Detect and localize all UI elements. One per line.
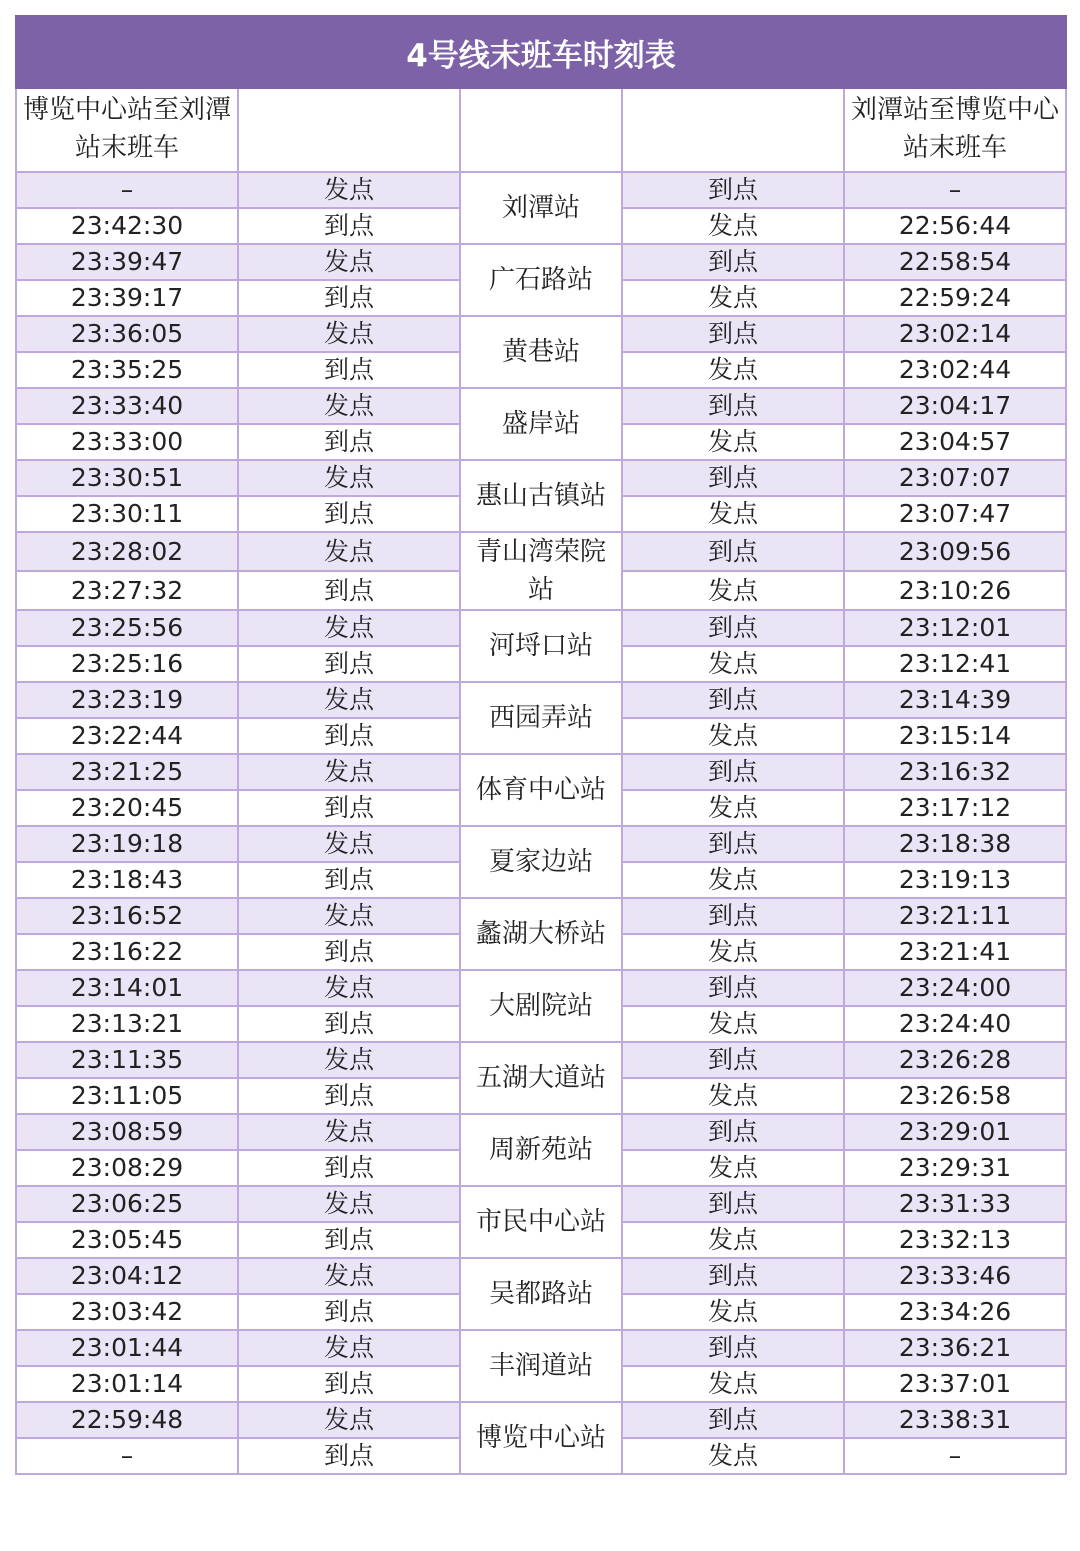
- left-type-cell: 到点: [238, 1150, 460, 1186]
- right-time-cell: 23:14:39: [844, 682, 1066, 718]
- page-title: 4号线末班车时刻表: [16, 16, 1066, 88]
- left-time-cell: 23:16:22: [16, 934, 238, 970]
- left-type-cell: 到点: [238, 352, 460, 388]
- right-time-cell: 23:32:13: [844, 1222, 1066, 1258]
- left-time-cell: 23:25:56: [16, 610, 238, 646]
- left-type-cell: 发点: [238, 682, 460, 718]
- table-row: [16, 532, 1066, 571]
- right-type-cell: 到点: [622, 1402, 844, 1438]
- station-name-cell: 周新苑站: [460, 1114, 622, 1186]
- left-time-cell: 23:11:35: [16, 1042, 238, 1078]
- empty-header-cell: [238, 88, 460, 172]
- right-type-cell: 发点: [622, 280, 844, 316]
- left-time-cell: 23:08:59: [16, 1114, 238, 1150]
- station-name-cell: 盛岸站: [460, 388, 622, 460]
- right-time-cell: 23:02:14: [844, 316, 1066, 352]
- right-type-cell: 到点: [622, 1258, 844, 1294]
- left-type-cell: 发点: [238, 460, 460, 496]
- left-time-cell: 23:01:44: [16, 1330, 238, 1366]
- right-time-cell: 23:15:14: [844, 718, 1066, 754]
- right-time-cell: 23:19:13: [844, 862, 1066, 898]
- right-type-cell: 发点: [622, 1078, 844, 1114]
- left-time-cell: 23:13:21: [16, 1006, 238, 1042]
- right-type-cell: 到点: [622, 388, 844, 424]
- table-row: [16, 682, 1066, 718]
- station-name-cell: 丰润道站: [460, 1330, 622, 1402]
- table-row: [16, 388, 1066, 424]
- left-type-cell: 发点: [238, 898, 460, 934]
- right-time-cell: 23:04:57: [844, 424, 1066, 460]
- table-row: [16, 172, 1066, 208]
- left-time-cell: 23:36:05: [16, 316, 238, 352]
- right-type-cell: 发点: [622, 790, 844, 826]
- left-type-cell: 发点: [238, 1258, 460, 1294]
- station-name-cell: 惠山古镇站: [460, 460, 622, 532]
- right-type-cell: 发点: [622, 646, 844, 682]
- station-name-cell: 刘潭站: [460, 172, 622, 244]
- left-time-cell: 23:06:25: [16, 1186, 238, 1222]
- left-type-cell: 到点: [238, 1294, 460, 1330]
- left-time-cell: 23:18:43: [16, 862, 238, 898]
- left-time-cell: 23:16:52: [16, 898, 238, 934]
- right-type-cell: 到点: [622, 316, 844, 352]
- empty-header-cell: [460, 88, 622, 172]
- left-time-cell: 23:30:11: [16, 496, 238, 532]
- right-time-cell: 23:24:40: [844, 1006, 1066, 1042]
- right-type-cell: 到点: [622, 754, 844, 790]
- empty-header-cell: [622, 88, 844, 172]
- right-type-cell: 到点: [622, 898, 844, 934]
- left-type-cell: 发点: [238, 754, 460, 790]
- left-time-cell: –: [16, 172, 238, 208]
- right-time-cell: 23:29:01: [844, 1114, 1066, 1150]
- table-row: [16, 826, 1066, 862]
- left-type-cell: 到点: [238, 646, 460, 682]
- right-time-cell: 23:12:01: [844, 610, 1066, 646]
- left-time-cell: 23:39:47: [16, 244, 238, 280]
- right-type-cell: 发点: [622, 1366, 844, 1402]
- right-type-cell: 发点: [622, 718, 844, 754]
- left-type-cell: 到点: [238, 280, 460, 316]
- right-type-cell: 到点: [622, 532, 844, 571]
- station-name-cell: 西园弄站: [460, 682, 622, 754]
- timetable-body: [16, 172, 1066, 1474]
- station-name-cell: 吴都路站: [460, 1258, 622, 1330]
- right-time-cell: 23:02:44: [844, 352, 1066, 388]
- left-type-cell: 发点: [238, 1330, 460, 1366]
- table-row: [16, 898, 1066, 934]
- left-type-cell: 到点: [238, 1366, 460, 1402]
- left-type-cell: 发点: [238, 1402, 460, 1438]
- station-name-cell: 蠡湖大桥站: [460, 898, 622, 970]
- left-type-cell: 到点: [238, 934, 460, 970]
- right-time-cell: 23:07:47: [844, 496, 1066, 532]
- left-time-cell: 23:11:05: [16, 1078, 238, 1114]
- right-time-cell: 23:16:32: [844, 754, 1066, 790]
- left-direction-header: 博览中心站至刘潭站末班车: [16, 88, 238, 172]
- left-type-cell: 到点: [238, 571, 460, 610]
- right-time-cell: 22:59:24: [844, 280, 1066, 316]
- right-type-cell: 到点: [622, 1114, 844, 1150]
- station-name-cell: 市民中心站: [460, 1186, 622, 1258]
- station-name-cell: 青山湾荣院站: [460, 532, 622, 610]
- left-time-cell: –: [16, 1438, 238, 1474]
- table-row: [16, 970, 1066, 1006]
- right-type-cell: 发点: [622, 1150, 844, 1186]
- left-time-cell: 23:20:45: [16, 790, 238, 826]
- table-row: [16, 610, 1066, 646]
- right-type-cell: 发点: [622, 1222, 844, 1258]
- right-time-cell: –: [844, 172, 1066, 208]
- right-type-cell: 发点: [622, 571, 844, 610]
- timetable: [15, 15, 1067, 1475]
- right-type-cell: 发点: [622, 1438, 844, 1474]
- left-time-cell: 23:33:40: [16, 388, 238, 424]
- right-type-cell: 到点: [622, 1186, 844, 1222]
- left-time-cell: 23:14:01: [16, 970, 238, 1006]
- station-name-cell: 博览中心站: [460, 1402, 622, 1474]
- table-row: [16, 316, 1066, 352]
- left-type-cell: 到点: [238, 718, 460, 754]
- left-time-cell: 23:28:02: [16, 532, 238, 571]
- left-time-cell: 22:59:48: [16, 1402, 238, 1438]
- right-time-cell: 23:21:11: [844, 898, 1066, 934]
- table-row: [16, 460, 1066, 496]
- right-time-cell: 22:58:54: [844, 244, 1066, 280]
- right-type-cell: 发点: [622, 496, 844, 532]
- station-name-cell: 黄巷站: [460, 316, 622, 388]
- left-time-cell: 23:25:16: [16, 646, 238, 682]
- right-type-cell: 发点: [622, 934, 844, 970]
- station-name-cell: 河埒口站: [460, 610, 622, 682]
- right-type-cell: 到点: [622, 610, 844, 646]
- left-type-cell: 到点: [238, 862, 460, 898]
- right-type-cell: 发点: [622, 1294, 844, 1330]
- right-type-cell: 到点: [622, 682, 844, 718]
- left-time-cell: 23:19:18: [16, 826, 238, 862]
- right-time-cell: 23:12:41: [844, 646, 1066, 682]
- right-time-cell: 23:10:26: [844, 571, 1066, 610]
- left-time-cell: 23:23:19: [16, 682, 238, 718]
- left-type-cell: 发点: [238, 532, 460, 571]
- right-type-cell: 发点: [622, 208, 844, 244]
- left-time-cell: 23:21:25: [16, 754, 238, 790]
- right-type-cell: 发点: [622, 424, 844, 460]
- right-time-cell: 23:38:31: [844, 1402, 1066, 1438]
- left-type-cell: 到点: [238, 424, 460, 460]
- left-type-cell: 到点: [238, 1222, 460, 1258]
- table-row: [16, 1258, 1066, 1294]
- left-time-cell: 23:39:17: [16, 280, 238, 316]
- table-row: [16, 1186, 1066, 1222]
- right-time-cell: 23:04:17: [844, 388, 1066, 424]
- right-type-cell: 发点: [622, 352, 844, 388]
- left-type-cell: 到点: [238, 496, 460, 532]
- left-type-cell: 发点: [238, 388, 460, 424]
- left-time-cell: 23:27:32: [16, 571, 238, 610]
- right-type-cell: 发点: [622, 1006, 844, 1042]
- left-time-cell: 23:30:51: [16, 460, 238, 496]
- left-type-cell: 到点: [238, 208, 460, 244]
- left-type-cell: 到点: [238, 1006, 460, 1042]
- left-time-cell: 23:01:14: [16, 1366, 238, 1402]
- right-time-cell: 22:56:44: [844, 208, 1066, 244]
- table-row: [16, 1402, 1066, 1438]
- right-time-cell: 23:31:33: [844, 1186, 1066, 1222]
- station-name-cell: 体育中心站: [460, 754, 622, 826]
- right-time-cell: 23:26:28: [844, 1042, 1066, 1078]
- right-time-cell: 23:21:41: [844, 934, 1066, 970]
- right-time-cell: 23:29:31: [844, 1150, 1066, 1186]
- left-type-cell: 发点: [238, 316, 460, 352]
- left-type-cell: 发点: [238, 1114, 460, 1150]
- table-row: [16, 1042, 1066, 1078]
- right-time-cell: 23:36:21: [844, 1330, 1066, 1366]
- right-type-cell: 发点: [622, 862, 844, 898]
- right-type-cell: 到点: [622, 460, 844, 496]
- left-time-cell: 23:03:42: [16, 1294, 238, 1330]
- right-time-cell: 23:26:58: [844, 1078, 1066, 1114]
- right-time-cell: 23:18:38: [844, 826, 1066, 862]
- station-name-cell: 大剧院站: [460, 970, 622, 1042]
- left-type-cell: 到点: [238, 1078, 460, 1114]
- left-time-cell: 23:22:44: [16, 718, 238, 754]
- right-time-cell: 23:37:01: [844, 1366, 1066, 1402]
- right-time-cell: 23:24:00: [844, 970, 1066, 1006]
- left-time-cell: 23:08:29: [16, 1150, 238, 1186]
- left-time-cell: 23:04:12: [16, 1258, 238, 1294]
- left-type-cell: 发点: [238, 1186, 460, 1222]
- station-name-cell: 五湖大道站: [460, 1042, 622, 1114]
- left-type-cell: 发点: [238, 244, 460, 280]
- right-type-cell: 到点: [622, 1330, 844, 1366]
- right-time-cell: 23:07:07: [844, 460, 1066, 496]
- left-time-cell: 23:35:25: [16, 352, 238, 388]
- left-time-cell: 23:42:30: [16, 208, 238, 244]
- right-direction-header: 刘潭站至博览中心站末班车: [844, 88, 1066, 172]
- station-name-cell: 广石路站: [460, 244, 622, 316]
- right-type-cell: 到点: [622, 244, 844, 280]
- left-type-cell: 发点: [238, 826, 460, 862]
- left-type-cell: 发点: [238, 970, 460, 1006]
- right-type-cell: 到点: [622, 172, 844, 208]
- right-type-cell: 到点: [622, 970, 844, 1006]
- table-row: [16, 754, 1066, 790]
- right-time-cell: 23:34:26: [844, 1294, 1066, 1330]
- left-type-cell: 到点: [238, 790, 460, 826]
- left-time-cell: 23:33:00: [16, 424, 238, 460]
- left-type-cell: 发点: [238, 610, 460, 646]
- left-type-cell: 到点: [238, 1438, 460, 1474]
- right-time-cell: 23:33:46: [844, 1258, 1066, 1294]
- right-time-cell: 23:09:56: [844, 532, 1066, 571]
- right-time-cell: –: [844, 1438, 1066, 1474]
- table-row: [16, 1330, 1066, 1366]
- left-time-cell: 23:05:45: [16, 1222, 238, 1258]
- table-row: [16, 1114, 1066, 1150]
- left-type-cell: 发点: [238, 1042, 460, 1078]
- right-type-cell: 到点: [622, 826, 844, 862]
- table-row: [16, 244, 1066, 280]
- right-time-cell: 23:17:12: [844, 790, 1066, 826]
- station-name-cell: 夏家边站: [460, 826, 622, 898]
- left-type-cell: 发点: [238, 172, 460, 208]
- header-row: [16, 88, 1066, 172]
- right-type-cell: 到点: [622, 1042, 844, 1078]
